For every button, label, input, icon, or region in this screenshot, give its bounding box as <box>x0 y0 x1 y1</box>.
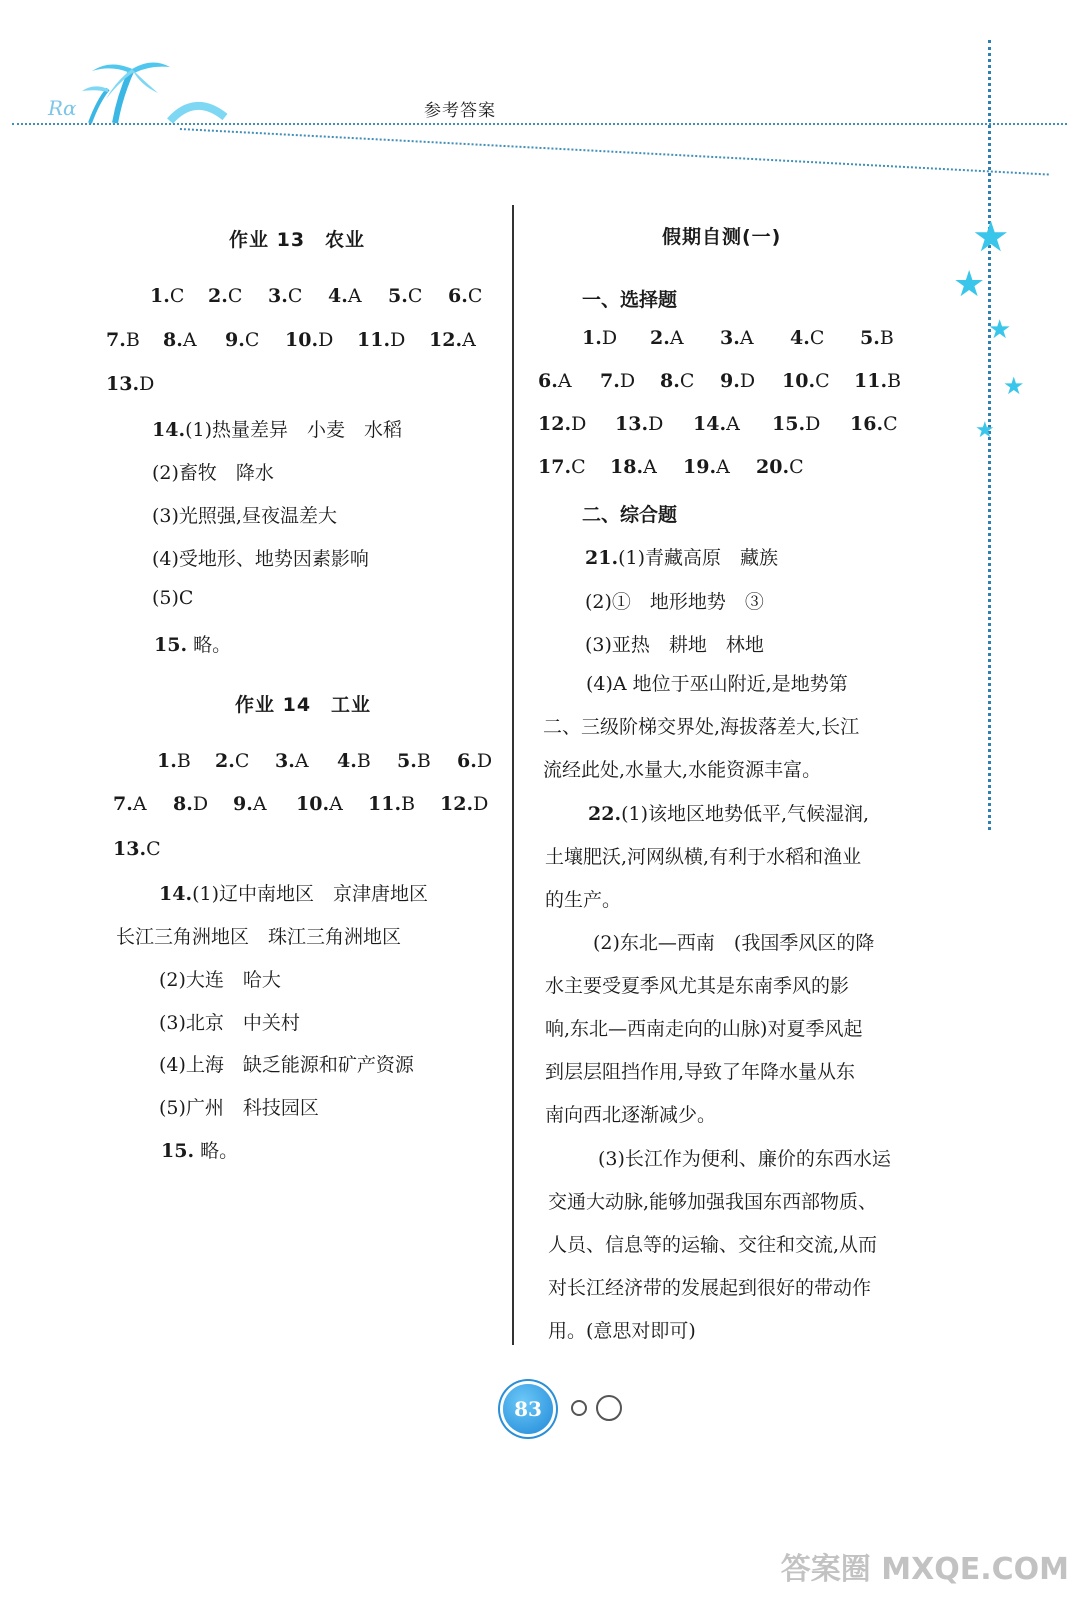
q22-1-paragraph: 22.(1)该地区地势低平,气候湿润, 土壤肥沃,河网纵横,有利于水稻和渔业 的生产。 <box>545 803 870 911</box>
answer-line: (5)广州 科技园区 <box>159 1097 319 1119</box>
header-title: 参考答案 <box>424 101 496 121</box>
page-number: 83 <box>503 1384 553 1434</box>
answer-line: (4)受地形、地势因素影响 <box>152 548 369 570</box>
decorative-circle <box>596 1395 622 1421</box>
star-icon: ★ <box>988 315 1012 345</box>
watermark: 答案圈 MXQE.COM <box>780 1552 1069 1587</box>
answer-row: 1.B 2.C 3.A 4.B 5.B 6.D <box>157 750 493 772</box>
answer-row: 12.D 13.D 14.A 15.D 16.C <box>538 413 898 435</box>
answer-row: 6.A 7.D 8.C 9.D 10.C 11.B <box>538 370 902 392</box>
header-diagonal-rule <box>180 128 1049 176</box>
answer-row: 13.C <box>113 838 161 860</box>
question-21: 21.(1)青藏高原 藏族 <box>585 547 778 569</box>
answer-row: 7.A 8.D 9.A 10.A 11.B 12.D <box>113 793 489 815</box>
answer-row: 17.C 18.A 19.A 20.C <box>538 456 804 478</box>
question-14: 14.(1)辽中南地区 京津唐地区 <box>159 883 428 905</box>
section-title-13: 作业 13 农业 <box>229 229 366 251</box>
palm-tree-logo <box>20 55 250 125</box>
answer-line: 长江三角洲地区 珠江三角洲地区 <box>116 926 402 948</box>
q21-4-paragraph: (4)A 地位于巫山附近,是地势第 二、三级阶梯交界处,海拔落差大,长江 流经此处,水量大,水能资源丰富。 <box>543 673 860 781</box>
column-divider <box>512 205 514 1345</box>
answer-line: (4)上海 缺乏能源和矿产资源 <box>159 1054 414 1076</box>
part-heading: 二、综合题 <box>582 504 678 526</box>
answer-line: (3)北京 中关村 <box>159 1012 300 1034</box>
star-icon: ★ <box>975 418 995 443</box>
star-icon: ★ <box>1003 372 1025 400</box>
answer-row: 7.B 8.A 9.C 10.D 11.D 12.A <box>106 329 476 351</box>
star-icon: ★ <box>953 264 986 305</box>
q22-2-paragraph: (2)东北—西南 (我国季风区的降 水主要受夏季风尤其是东南季风的影 响,东北—西南走向的山脉)对夏季风起 到层层阻挡作用,导致了年降水量从东 南向西北逐渐减少。 <box>545 932 875 1126</box>
answer-row: 13.D <box>106 373 155 395</box>
part-heading: 一、选择题 <box>582 289 678 311</box>
answer-row: 1.D 2.A 3.A 4.C 5.B <box>582 327 894 349</box>
decorative-circle <box>571 1400 587 1416</box>
svg-text:Rα: Rα <box>48 96 77 120</box>
question-15: 15. 略。 <box>161 1140 239 1162</box>
answer-row: 1.C 2.C 3.C 4.A 5.C 6.C <box>150 285 483 307</box>
answer-line: (2)大连 哈大 <box>159 969 281 991</box>
star-icon: ★ <box>972 212 1010 261</box>
question-14: 14.(1)热量差异 小麦 水稻 <box>152 419 402 441</box>
answer-line: (5)C <box>152 587 194 609</box>
question-15: 15. 略。 <box>154 634 232 656</box>
section-title-14: 作业 14 工业 <box>235 694 372 716</box>
answer-line: (3)光照强,昼夜温差大 <box>152 505 337 527</box>
answer-line: (3)亚热 耕地 林地 <box>585 634 764 656</box>
section-title-test: 假期自测(一) <box>662 226 782 248</box>
q22-3-paragraph: (3)长江作为便利、廉价的东西水运 交通大动脉,能够加强我国东西部物质、 人员、信息等的运输、交往和交流,从而 对长江经济带的发展起到很好的带动作 用。(意思对即可) <box>548 1148 891 1342</box>
answer-line: (2)① 地形地势 ③ <box>585 591 764 613</box>
header-rule <box>12 123 1067 125</box>
answer-line: (2)畜牧 降水 <box>152 462 274 484</box>
